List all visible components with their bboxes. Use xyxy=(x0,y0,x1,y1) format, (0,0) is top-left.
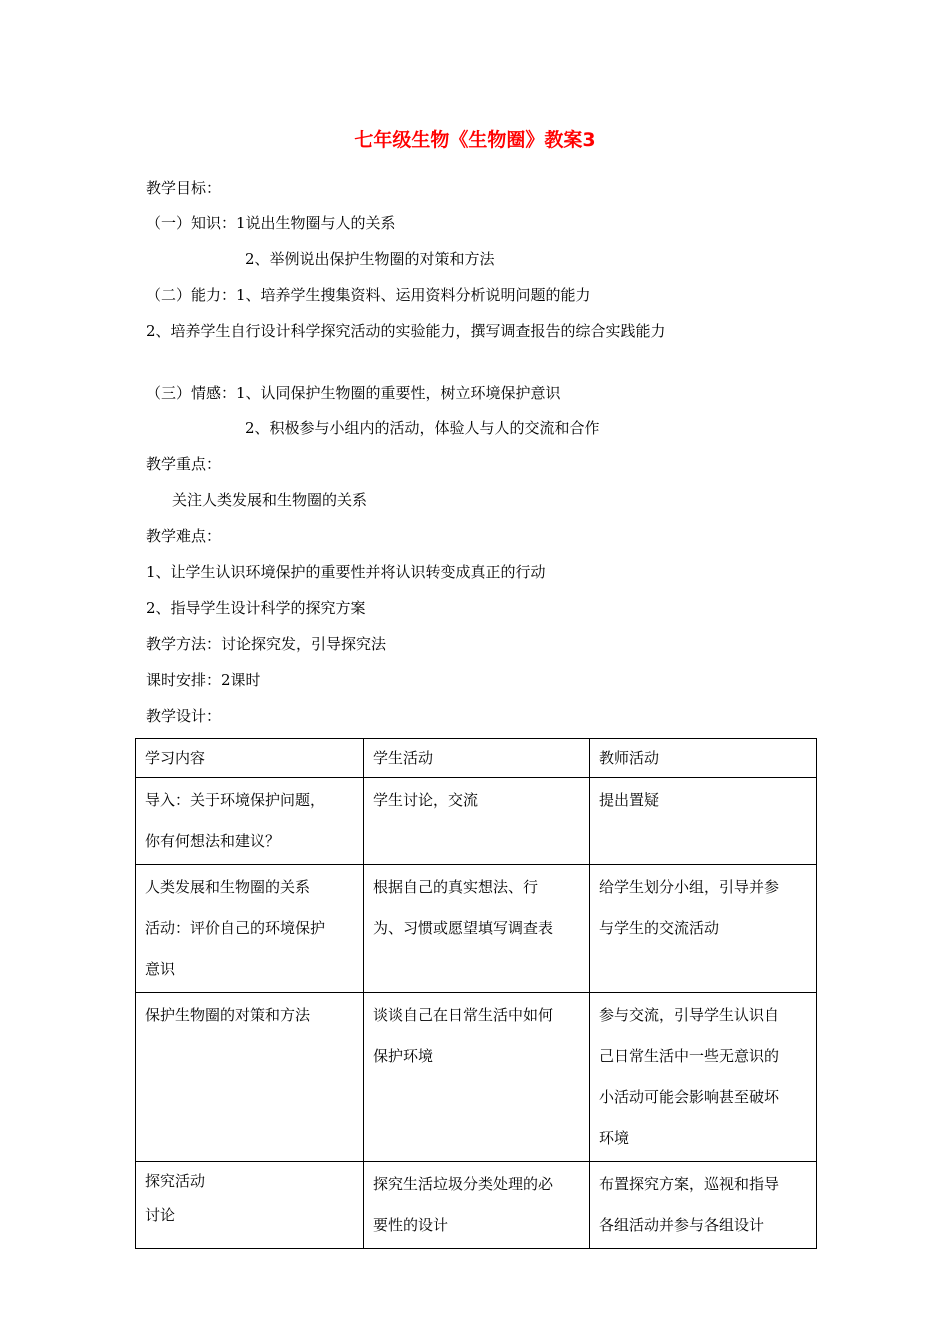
cell-line: 学生讨论，交流 xyxy=(373,791,479,809)
knowledge-objective-2: 2、举例说出保护生物圈的对策和方法 xyxy=(245,250,495,268)
cell-learning-content xyxy=(136,778,364,865)
class-schedule: 课时安排：2课时 xyxy=(146,671,261,689)
cell-line: 己日常生活中一些无意识的 xyxy=(599,1047,780,1065)
cell-line: 各组活动并参与各组设计 xyxy=(599,1216,765,1234)
table-row xyxy=(136,993,817,1162)
cell-line: 保护生物圈的对策和方法 xyxy=(145,1006,311,1024)
header-student-activity: 学生活动 xyxy=(364,739,590,778)
cell-line: 导入：关于环境保护问题， xyxy=(145,791,326,809)
header-learning-content: 学习内容 xyxy=(136,739,364,778)
cell-line: 布置探究方案，巡视和指导 xyxy=(599,1175,780,1193)
cell-line: 探究生活垃圾分类处理的必 xyxy=(373,1175,554,1193)
teaching-design-table xyxy=(135,738,817,1249)
key-points-heading: 教学重点： xyxy=(146,455,222,473)
cell-teacher-activity xyxy=(590,865,817,993)
teaching-method: 教学方法：讨论探究发，引导探究法 xyxy=(146,635,387,653)
cell-learning-content xyxy=(136,865,364,993)
cell-student-activity xyxy=(364,1162,590,1249)
cell-line: 要性的设计 xyxy=(373,1216,449,1234)
knowledge-objective-1: （一）知识：1说出生物圈与人的关系 xyxy=(146,214,396,232)
cell-line: 保护环境 xyxy=(373,1047,434,1065)
cell-student-activity xyxy=(364,778,590,865)
cell-line: 为、习惯或愿望填写调查表 xyxy=(373,919,554,937)
table-row xyxy=(136,778,817,865)
difficulty-item-1: 1、让学生认识环境保护的重要性并将认识转变成真正的行动 xyxy=(146,563,546,581)
cell-teacher-activity xyxy=(590,1162,817,1249)
header-teacher-activity: 教师活动 xyxy=(590,739,817,778)
objectives-heading: 教学目标： xyxy=(146,179,222,197)
cell-learning-content xyxy=(136,993,364,1162)
cell-line: 小活动可能会影响甚至破坏 xyxy=(599,1088,780,1106)
difficulty-item-2: 2、指导学生设计科学的探究方案 xyxy=(146,599,366,617)
table-row xyxy=(136,1162,817,1249)
cell-teacher-activity xyxy=(590,993,817,1162)
emotion-objective-2: 2、积极参与小组内的活动，体验人与人的交流和合作 xyxy=(245,419,600,437)
ability-objective-2: 2、培养学生自行设计科学探究活动的实验能力，撰写调查报告的综合实践能力 xyxy=(146,322,666,340)
cell-line: 与学生的交流活动 xyxy=(599,919,720,937)
table-row xyxy=(136,865,817,993)
cell-line: 你有何想法和建议？ xyxy=(145,832,281,850)
document-title: 七年级生物《生物圈》教案3 xyxy=(354,129,596,151)
cell-line: 给学生划分小组，引导并参 xyxy=(599,878,780,896)
cell-line: 讨论 xyxy=(145,1206,176,1224)
cell-line: 意识 xyxy=(145,960,176,978)
ability-objective-1: （二）能力：1、培养学生搜集资料、运用资料分析说明问题的能力 xyxy=(146,286,591,304)
cell-line: 提出置疑 xyxy=(599,791,660,809)
cell-line: 活动：评价自己的环境保护 xyxy=(145,919,326,937)
difficulties-heading: 教学难点： xyxy=(146,527,222,545)
cell-line: 根据自己的真实想法、行 xyxy=(373,878,539,896)
table-header-row xyxy=(136,739,817,778)
cell-line: 谈谈自己在日常生活中如何 xyxy=(373,1006,554,1024)
cell-learning-content xyxy=(136,1162,364,1249)
cell-line: 参与交流，引导学生认识自 xyxy=(599,1006,780,1024)
cell-line: 探究活动 xyxy=(145,1172,206,1190)
key-point-item: 关注人类发展和生物圈的关系 xyxy=(172,491,368,509)
design-heading: 教学设计： xyxy=(146,707,222,725)
cell-teacher-activity xyxy=(590,778,817,865)
cell-student-activity xyxy=(364,993,590,1162)
emotion-objective-1: （三）情感：1、认同保护生物圈的重要性，树立环境保护意识 xyxy=(146,384,561,402)
cell-student-activity xyxy=(364,865,590,993)
cell-line: 环境 xyxy=(599,1129,630,1147)
cell-line: 人类发展和生物圈的关系 xyxy=(145,878,311,896)
